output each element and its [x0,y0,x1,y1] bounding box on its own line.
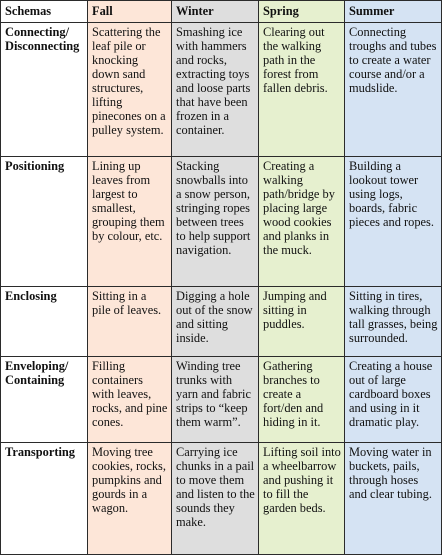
header-schemas: Schemas [1,1,88,23]
summer-cell: Creating a house out of large cardboard boxes and using in it dramatic play. [345,357,442,443]
header-spring: Spring [259,1,345,23]
fall-cell: Scattering the leaf pile or knocking down sand structures, lifting pinecones on a pulley system. [88,23,172,157]
schema-name: Transporting [1,443,88,555]
winter-cell: Digging a hole out of the snow and sitting inside. [172,287,259,357]
winter-cell: Carrying ice chunks in a pail to move them and listen to the sounds they make. [172,443,259,555]
winter-cell: Smashing ice with hammers and rocks, extracting toys and loose parts that have been frozen in a container. [172,23,259,157]
summer-cell: Moving water in buckets, pails, through hoses and clear tubing. [345,443,442,555]
table-row [1,157,442,287]
winter-cell: Stacking snowballs into a snow person, stringing ropes between trees to help support navigation. [172,157,259,287]
schema-name: Enveloping/ Containing [1,357,88,443]
fall-cell: Filling containers with leaves, rocks, and pine cones. [88,357,172,443]
spring-cell: Clearing out the walking path in the forest from fallen debris. [259,23,345,157]
header-fall: Fall [88,1,172,23]
table-row [1,443,442,555]
table-row [1,357,442,443]
schema-name: Positioning [1,157,88,287]
summer-cell: Connecting troughs and tubes to create a water course and/or a mudslide. [345,23,442,157]
spring-cell: Gathering branches to create a fort/den and hiding in it. [259,357,345,443]
header-summer: Summer [345,1,442,23]
spring-cell: Creating a walking path/bridge by placing large wood cookies and planks in the muck. [259,157,345,287]
summer-cell: Sitting in tires, walking through tall grasses, being surrounded. [345,287,442,357]
summer-cell: Building a lookout tower using logs, boards, fabric pieces and ropes. [345,157,442,287]
winter-cell: Winding tree trunks with yarn and fabric strips to “keep them warm”. [172,357,259,443]
schema-name: Enclosing [1,287,88,357]
fall-cell: Moving tree cookies, rocks, pumpkins and gourds in a wagon. [88,443,172,555]
table-row [1,287,442,357]
fall-cell: Lining up leaves from largest to smallest, grouping them by colour, etc. [88,157,172,287]
header-row [1,1,442,23]
spring-cell: Lifting soil into a wheelbarrow and pushing it to fill the garden beds. [259,443,345,555]
schema-name: Connecting/ Disconnecting [1,23,88,157]
fall-cell: Sitting in a pile of leaves. [88,287,172,357]
table-row [1,23,442,157]
header-winter: Winter [172,1,259,23]
spring-cell: Jumping and sitting in puddles. [259,287,345,357]
